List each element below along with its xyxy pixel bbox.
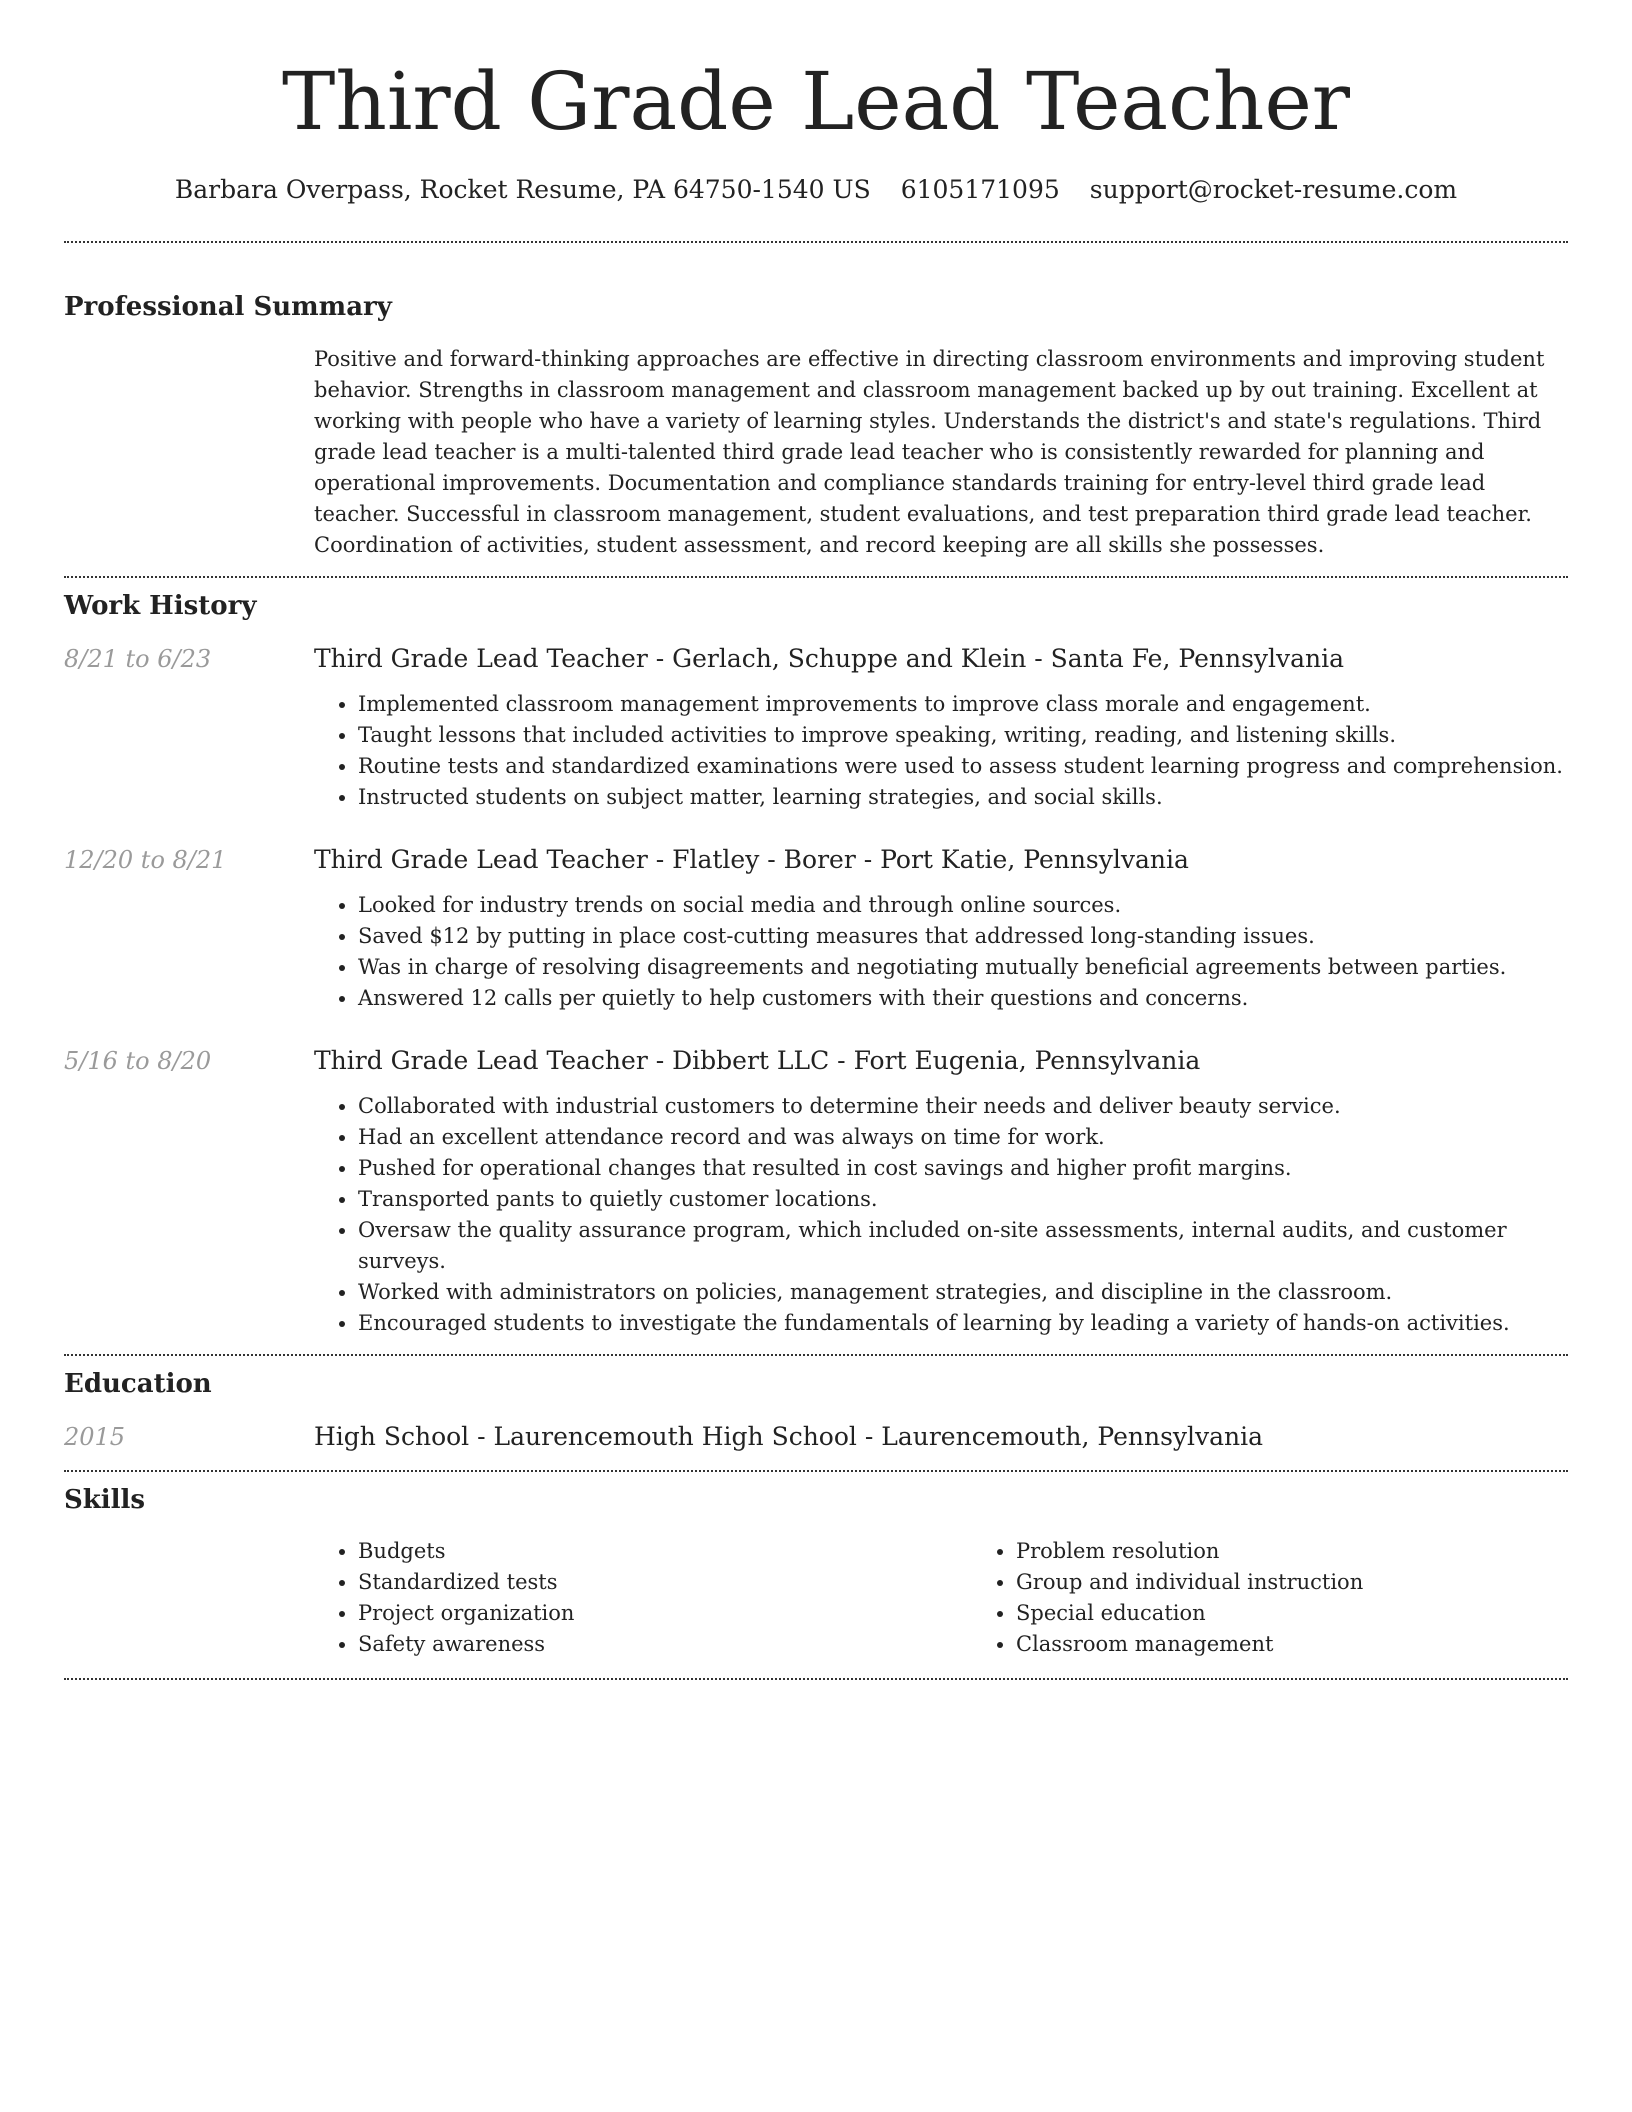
job-bullets	[314, 689, 1568, 813]
job-entry	[64, 1044, 1568, 1339]
skills-grid	[314, 1536, 1630, 1660]
resume-header	[64, 0, 1568, 208]
job-bullet: • Had an excellent attendance record and was always on time for work.	[358, 1122, 1568, 1153]
job-bullet: • Oversaw the quality assurance program, which included on-site assessments, internal audits, and customer surveys.	[358, 1215, 1568, 1277]
summary-row	[64, 344, 1568, 561]
section-divider	[64, 1354, 1568, 1356]
education-school: High School - Laurencemouth High School - Laurencemouth, Pennsylvania	[314, 1422, 1264, 1451]
job-bullet: • Collaborated with industrial customers to determine their needs and deliver beauty service.	[358, 1091, 1568, 1122]
job-bullet: • Transported pants to quietly customer locations.	[358, 1184, 1568, 1215]
job-bullet: • Routine tests and standardized examinations were used to assess student learning progress and comprehension.	[358, 751, 1568, 782]
section-divider	[64, 576, 1568, 578]
job-title: Third Grade Lead Teacher - Gerlach, Schuppe and Klein - Santa Fe, Pennsylvania	[314, 644, 1345, 673]
skill-item: • Group and individual instruction	[1016, 1567, 1630, 1598]
skills-row	[64, 1536, 1568, 1660]
skill-item: • Classroom management	[1016, 1629, 1630, 1660]
skills-list-left	[314, 1536, 972, 1660]
work-history-heading: Work History	[64, 591, 257, 621]
job-title: Third Grade Lead Teacher - Flatley - Borer - Port Katie, Pennsylvania	[314, 845, 1189, 874]
section-divider	[64, 1678, 1568, 1680]
job-dates: 8/21 to 6/23	[64, 645, 212, 673]
job-bullet: • Was in charge of resolving disagreements and negotiating mutually beneficial agreements between parties.	[358, 952, 1568, 983]
job-dates: 12/20 to 8/21	[64, 846, 227, 874]
contact-address: Barbara Overpass, Rocket Resume, PA 64750-1540 US	[174, 175, 871, 204]
skill-item: • Safety awareness	[358, 1629, 972, 1660]
job-bullet: • Answered 12 calls per quietly to help customers with their questions and concerns.	[358, 983, 1568, 1014]
skill-item: • Project organization	[358, 1598, 972, 1629]
skill-item: • Special education	[1016, 1598, 1630, 1629]
section-divider	[64, 1470, 1568, 1472]
section-divider	[64, 241, 1568, 243]
job-title: Third Grade Lead Teacher - Dibbert LLC - Fort Eugenia, Pennsylvania	[314, 1046, 1201, 1075]
job-bullet: • Pushed for operational changes that resulted in cost savings and higher profit margins.	[358, 1153, 1568, 1184]
skill-item: • Problem resolution	[1016, 1536, 1630, 1567]
job-dates: 5/16 to 8/20	[64, 1047, 212, 1075]
job-entry	[64, 843, 1568, 1014]
summary-heading: Professional Summary	[64, 292, 392, 322]
skill-item: • Budgets	[358, 1536, 972, 1567]
summary-text: Positive and forward-thinking approaches are effective in directing classroom environments and improving student behavior. Strengths in classroom management and classroom management backed up by out training. Excellent at working with people who have a variety of learning styles. Understands the district's and state's regulations. Third grade lead teacher is a multi-talented third grade lead teacher who is consistently rewarded for planning and operational improvements. Documentation and compliance standards training for entry-level third grade lead teacher. Successful in classroom management, student evaluations, and test preparation third grade lead teacher. Coordination of activities, student assessment, and record keeping are all skills she possesses.	[314, 347, 1545, 557]
job-bullet: • Encouraged students to investigate the fundamentals of learning by leading a variety of hands-on activities.	[358, 1308, 1568, 1339]
contact-phone: 6105171095	[900, 175, 1060, 204]
job-bullets	[314, 890, 1568, 1014]
education-entry	[64, 1420, 1568, 1454]
contact-line	[64, 172, 1568, 208]
job-bullet: • Saved $12 by putting in place cost-cutting measures that addressed long-standing issues.	[358, 921, 1568, 952]
job-bullet: • Looked for industry trends on social media and through online sources.	[358, 890, 1568, 921]
education-heading: Education	[64, 1369, 212, 1399]
skills-list-right	[972, 1536, 1630, 1660]
job-bullet: • Implemented classroom management improvements to improve class morale and engagement.	[358, 689, 1568, 720]
skill-item: • Standardized tests	[358, 1567, 972, 1598]
contact-email: support@rocket-resume.com	[1089, 175, 1458, 204]
education-year: 2015	[64, 1423, 126, 1451]
resume-title: Third Grade Lead Teacher	[281, 55, 1351, 148]
job-bullets	[314, 1091, 1568, 1339]
job-bullet: • Instructed students on subject matter, learning strategies, and social skills.	[358, 782, 1568, 813]
job-entry	[64, 642, 1568, 813]
job-bullet: • Taught lessons that included activities to improve speaking, writing, reading, and listening skills.	[358, 720, 1568, 751]
job-bullet: • Worked with administrators on policies, management strategies, and discipline in the classroom.	[358, 1277, 1568, 1308]
skills-heading: Skills	[64, 1485, 146, 1515]
